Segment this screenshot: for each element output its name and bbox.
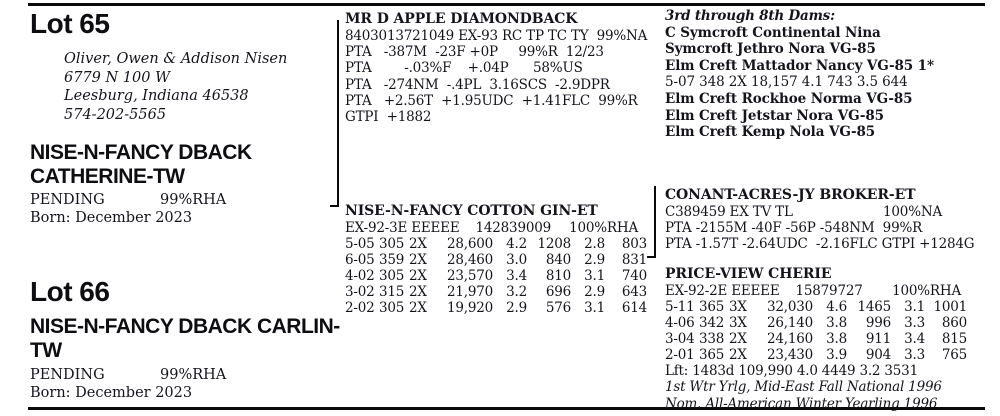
consignor-name: Oliver, Owen & Addison Nisen	[64, 51, 288, 67]
dam6-name: Elm Creft Rockhoe Norma VG-85	[665, 90, 913, 107]
record-freq: 3X	[729, 315, 747, 332]
record-fat: 904	[865, 347, 891, 364]
record-freq: 2X	[409, 284, 427, 301]
granddam-lifetime: Lft: 1483d 109,990 4.0 4449 3.2 3531	[665, 363, 918, 380]
sire-gtpi: GTPI +1882	[345, 109, 432, 126]
dam-block	[345, 203, 651, 316]
sire-reg-line: 8403013721049 EX-93 RC TP TC TY 99%NA	[345, 28, 648, 44]
record-protein: 614	[621, 300, 647, 317]
record-days: 342	[699, 315, 725, 332]
lot66-reg-status: PENDING	[30, 367, 105, 383]
record-milk: 24,160	[766, 331, 813, 348]
record-fat-pct: 3.0	[506, 252, 527, 269]
maternal-granddam-block	[665, 266, 987, 412]
lot66-name-line2: TW	[30, 339, 62, 362]
dam3-name: C Symcroft Continental Nina	[665, 24, 881, 41]
maternal-grandsire-na: 100%NA	[883, 204, 942, 220]
maternal-grandsire-id-line	[665, 204, 987, 220]
record-freq: 2X	[409, 268, 427, 285]
record-days: 305	[379, 236, 405, 253]
record-days: 305	[379, 300, 405, 317]
consignor-city: Leesburg, Indiana 46538	[64, 88, 249, 104]
later-dams-heading: 3rd through 8th Dams:	[665, 8, 835, 24]
consignor-phone: 574-202-5565	[64, 106, 167, 123]
record-fat-pct: 3.8	[826, 315, 847, 332]
record-fat-pct: 4.6	[826, 299, 847, 316]
record-protein: 860	[941, 315, 967, 332]
maternal-grandsire-reg: C389459 EX TV TL	[665, 204, 793, 220]
maternal-grandsire-pta1: PTA -2155M -40F -56P -548NM 99%R	[665, 220, 923, 237]
dam5-record: 5-07 348 2X 18,157 4.1 743 3.5 644	[665, 74, 908, 91]
granddam-record-row	[665, 347, 987, 363]
record-milk: 23,570	[446, 268, 493, 285]
record-fat: 996	[865, 315, 891, 332]
record-age: 4-06	[665, 315, 695, 332]
record-milk: 28,600	[446, 236, 493, 253]
consignor-street: 6779 N 100 W	[64, 69, 170, 86]
record-freq: 2X	[409, 252, 427, 269]
record-protein: 740	[621, 268, 647, 285]
record-milk: 23,430	[766, 347, 813, 364]
record-protein-pct: 3.1	[584, 268, 605, 285]
record-protein: 1001	[933, 299, 967, 316]
record-days: 315	[379, 284, 405, 301]
dam-rha: 100%RHA	[569, 220, 638, 236]
record-protein: 765	[941, 347, 967, 364]
lot65-born: Born: December 2023	[30, 210, 193, 226]
record-age: 5-05	[345, 236, 375, 253]
record-fat: 1208	[537, 236, 571, 253]
record-protein: 831	[621, 252, 647, 269]
dam-name: NISE-N-FANCY COTTON GIN-ET	[345, 203, 598, 219]
lot66-reg-row	[30, 367, 270, 383]
lot65-number: Lot 65	[30, 8, 110, 39]
dam-record-row	[345, 252, 651, 268]
granddam-record-row	[665, 331, 987, 347]
record-protein-pct: 2.8	[584, 236, 605, 253]
lot65-animal-name	[30, 141, 252, 189]
granddam-award-2: Nom. All-American Winter Yearling 1996	[665, 395, 938, 412]
consignor-block	[64, 50, 287, 124]
lot66-name-line1: NISE-N-FANCY DBACK CARLIN-	[30, 315, 340, 338]
granddam-record-row	[665, 299, 987, 315]
record-fat-pct: 3.2	[506, 284, 527, 301]
record-protein: 803	[621, 236, 647, 253]
granddam-award-1: 1st Wtr Yrlg, Mid-East Fall National 1996	[665, 379, 942, 396]
record-days: 359	[379, 252, 405, 269]
dam-record-row	[345, 284, 651, 300]
dam-score-line	[345, 220, 638, 236]
record-age: 2-01	[665, 347, 695, 364]
record-milk: 26,140	[766, 315, 813, 332]
maternal-granddam-name: PRICE-VIEW CHERIE	[665, 266, 832, 282]
record-age: 3-04	[665, 331, 695, 348]
record-age: 5-11	[665, 299, 695, 316]
record-protein-pct: 2.9	[584, 252, 605, 269]
record-fat-pct: 2.9	[506, 300, 527, 317]
record-freq: 2X	[729, 347, 747, 364]
sire-block	[345, 11, 651, 125]
maternal-granddam-score: EX-92-2E EEEEE	[665, 283, 780, 299]
maternal-grandsire-name: CONANT-ACRES-JY BROKER-ET	[665, 187, 916, 203]
lot65-reg-status: PENDING	[30, 192, 105, 208]
lot65-name-line1: NISE-N-FANCY DBACK	[30, 141, 252, 164]
record-fat: 810	[545, 268, 571, 285]
record-age: 6-05	[345, 252, 375, 269]
maternal-granddam-score-line	[665, 283, 961, 299]
record-milk: 21,970	[446, 284, 493, 301]
granddam-record-row	[665, 315, 987, 331]
sire-name: MR D APPLE DIAMONDBACK	[345, 11, 578, 27]
record-protein-pct: 3.1	[584, 300, 605, 317]
maternal-granddam-reg-no: 15879727	[795, 283, 863, 299]
record-freq: 2X	[729, 331, 747, 348]
dam-record-row	[345, 300, 651, 316]
sire-pta-production: PTA -387M -23F +0P 99%R 12/23	[345, 44, 604, 61]
record-days: 338	[699, 331, 725, 348]
record-fat-pct: 3.9	[826, 347, 847, 364]
record-milk: 19,920	[446, 300, 493, 317]
lot66-born: Born: December 2023	[30, 385, 193, 401]
record-protein: 643	[621, 284, 647, 301]
lot65-rha: 99%RHA	[160, 192, 227, 208]
sire-pta-type: PTA +2.56T +1.95UDC +1.41FLC 99%R	[345, 92, 638, 109]
record-protein-pct: 3.4	[904, 331, 925, 348]
record-freq: 2X	[409, 236, 427, 253]
record-fat: 1465	[857, 299, 891, 316]
record-milk: 28,460	[446, 252, 493, 269]
record-protein: 815	[941, 331, 967, 348]
maternal-grandsire-block	[665, 187, 987, 253]
record-age: 2-02	[345, 300, 375, 317]
record-protein-pct: 3.3	[904, 347, 925, 364]
record-freq: 3X	[729, 299, 747, 316]
record-days: 305	[379, 268, 405, 285]
lot66-animal-name	[30, 315, 340, 363]
dam4-name: Symcroft Jethro Nora VG-85	[665, 41, 876, 58]
maternal-grandsire-pta2: PTA -1.57T -2.64UDC -2.16FLC GTPI +1284G	[665, 236, 975, 253]
lot66-rha: 99%RHA	[160, 367, 227, 383]
sire-pta-netmerit: PTA -274NM -.4PL 3.16SCS -2.9DPR	[345, 76, 610, 93]
record-fat: 696	[545, 284, 571, 301]
later-dams-block	[665, 8, 987, 141]
record-age: 4-02	[345, 268, 375, 285]
record-days: 365	[699, 299, 725, 316]
record-protein-pct: 3.3	[904, 315, 925, 332]
record-age: 3-02	[345, 284, 375, 301]
maternal-bracket-line	[654, 186, 656, 258]
sire-dam-bracket-foot	[330, 205, 337, 207]
dam8-name: Elm Creft Kemp Nola VG-85	[665, 124, 876, 141]
sire-pta-components: PTA -.03%F +.04P 58%US	[345, 60, 583, 77]
record-days: 365	[699, 347, 725, 364]
dam-reg-no: 142839009	[475, 220, 552, 236]
record-fat: 576	[545, 300, 571, 317]
record-fat: 840	[545, 252, 571, 269]
dam-score: EX-92-3E EEEEE	[345, 220, 460, 236]
top-rule	[28, 3, 985, 6]
record-fat-pct: 4.2	[506, 236, 527, 253]
dam5-name: Elm Creft Mattador Nancy VG-85 1*	[665, 57, 934, 74]
record-fat-pct: 3.4	[506, 268, 527, 285]
record-freq: 2X	[409, 300, 427, 317]
dam-record-row	[345, 268, 651, 284]
dam-record-row	[345, 236, 651, 252]
record-milk: 32,030	[766, 299, 813, 316]
record-fat-pct: 3.8	[826, 331, 847, 348]
lot66-number: Lot 66	[30, 276, 110, 307]
record-protein-pct: 3.1	[904, 299, 925, 316]
lot65-name-line2: CATHERINE-TW	[30, 165, 185, 188]
record-protein-pct: 2.9	[584, 284, 605, 301]
sire-dam-bracket-line	[337, 20, 339, 207]
lot65-reg-row	[30, 192, 270, 208]
maternal-granddam-rha: 100%RHA	[892, 283, 961, 299]
dam7-name: Elm Creft Jetstar Nora VG-85	[665, 107, 884, 124]
record-fat: 911	[865, 331, 891, 348]
